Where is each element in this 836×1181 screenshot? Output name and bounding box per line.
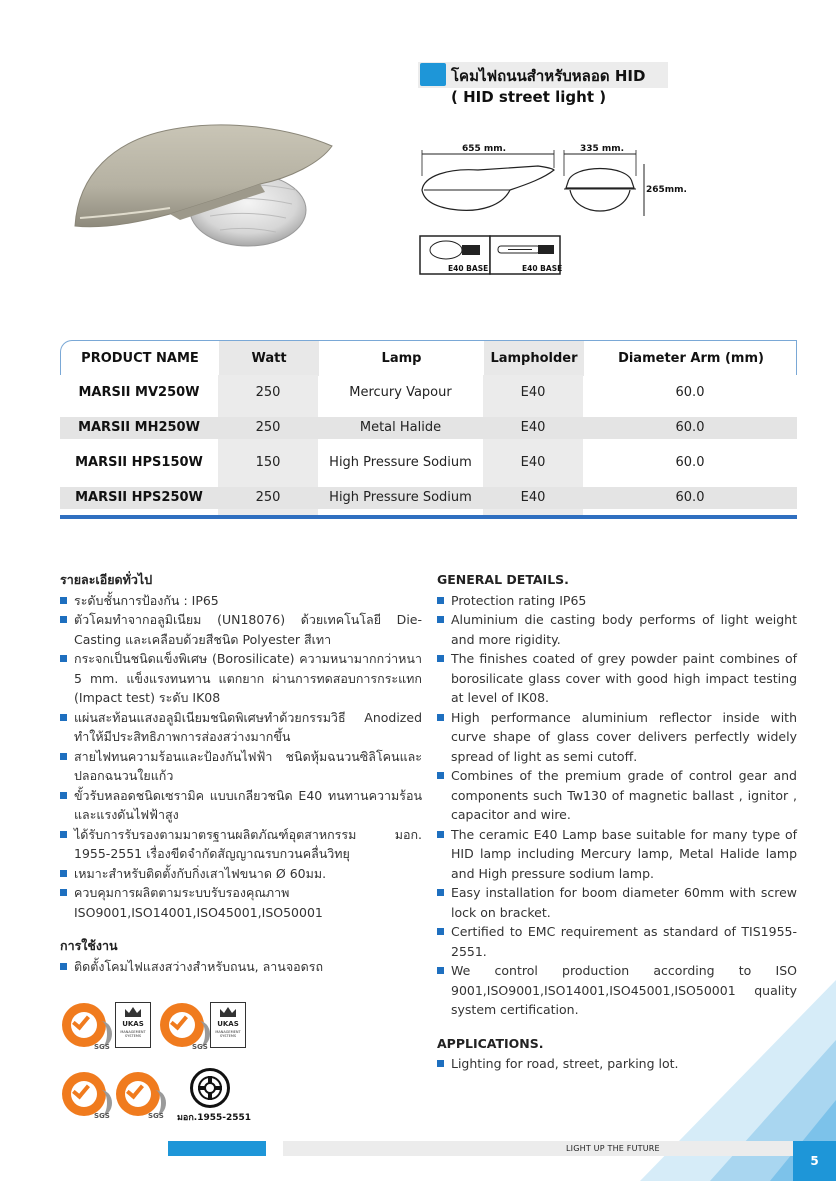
header-watt: Watt [219,341,319,376]
tis-emblem-icon [193,1071,227,1105]
cell-lampholder: E40 [520,420,546,435]
ukas-logo: UKAS MANAGEMENT SYSTEMS [210,1002,246,1048]
cell-product-name: MARSII MV250W [78,385,200,400]
table-header [60,340,797,375]
list-item: The finishes coated of grey powder paint combines of borosilicate glass cover with good high impact testing at level of IK08. [437,649,797,708]
applications-heading: APPLICATIONS. [437,1035,544,1051]
cell-lamp: High Pressure Sodium [329,455,472,470]
title-marker [420,63,446,86]
list-item: Lighting for road, street, parking lot. [437,1054,797,1074]
details-thai-list [60,591,422,923]
cell-diameter-arm: 60.0 [675,490,705,505]
dimension-outline [418,140,718,280]
list-item: เหมาะสำหรับติดตั้งกับกิ่งเสาไฟขนาด Ø 60มม. [60,864,422,884]
width-dimension: 335 mm. [580,144,625,154]
list-item: ได้รับการรับรองตามมาตรฐานผลิตภัณฑ์อุตสาหกรรม มอก. 1955-2551 เรื่องขีดจำกัดสัญญาณรบกวนคลื่นวิทยุ [60,825,422,864]
cell-product-name: MARSII HPS250W [75,490,203,505]
header-diameter-arm: Diameter Arm (mm) [618,351,764,366]
footer-bar [283,1141,836,1156]
list-item: The ceramic E40 Lamp base suitable for many type of HID lamp including Mercury lamp, Metal Halide lamp and High pressure sodium lamp. [437,825,797,884]
header-lamp: Lamp [381,351,422,366]
ukas-logo: UKAS MANAGEMENT SYSTEMS [115,1002,151,1048]
general-details-heading: GENERAL DETAILS. [437,572,569,587]
list-item: ขั้วรับหลอดชนิดเซรามิค แบบเกลียวชนิด E40 ทนทานความร้อนและแรงดันไฟฟ้าสูง [60,786,422,825]
list-item: Certified to EMC requirement as standard of TIS1955-2551. [437,922,797,961]
cell-lamp: High Pressure Sodium [329,490,472,505]
usage-thai-list [60,957,422,977]
list-item: ตัวโคมทำจากอลูมิเนียม (UN18076) ด้วยเทคโนโลยี Die-Casting และเคลือบด้วยสีชนิด Polyester สีเทา [60,610,422,649]
cell-diameter-arm: 60.0 [675,455,705,470]
details-thai-column [60,570,422,976]
page-number: 5 [793,1141,836,1181]
cell-watt: 250 [255,420,281,435]
cell-watt: 250 [255,385,281,400]
cell-lampholder: E40 [520,490,546,505]
table-bottom-rule [60,515,797,519]
list-item: Combines of the premium grade of control gear and components such Tw130 of magnetic ballast , ignitor , capacitor and wire. [437,766,797,825]
cell-watt: 250 [255,490,281,505]
spec-table [60,340,797,519]
tis-standard-logo [190,1068,230,1108]
cell-lamp: Mercury Vapour [349,385,452,400]
list-item: We control production according to ISO 9001,ISO9001,ISO14001,ISO45001,ISO50001 quality system certification. [437,961,797,1020]
base-label-right: E40 BASE [522,264,563,273]
list-item: แผ่นสะท้อนแสงอลูมิเนียมชนิดพิเศษทำด้วยกรรมวิธี Anodized ทำให้มีประสิทธิภาพการส่องสว่างมากขึ้น [60,708,422,747]
general-details-list [437,591,797,1020]
list-item: ติดตั้งโคมไฟแสงสว่างสำหรับถนน, ลานจอดรถ [60,957,422,977]
tis-standard-label: มอก.1955-2551 [177,1113,252,1123]
list-item: สายไฟทนความร้อนและป้องกันไฟฟ้า ชนิดหุ้มฉนวนซิลิโคนและปลอกฉนวนใยแก้ว [60,747,422,786]
cell-lampholder: E40 [520,455,546,470]
cell-diameter-arm: 60.0 [675,385,705,400]
cell-diameter-arm: 60.0 [675,420,705,435]
list-item: กระจกเป็นชนิดแข็งพิเศษ (Borosilicate) ความหนามากกว่าหนา 5 mm. แข็งแรงทนทาน แตกยาก ผ่านการทดสอบการกระแทก (Impact test) ระดับ IK08 [60,649,422,708]
cell-watt: 150 [255,455,281,470]
details-thai-heading: รายละเอียดทั่วไป [60,572,153,587]
list-item: Aluminium die casting body performs of light weight and more rigidity. [437,610,797,649]
product-photo [70,118,335,248]
page-title-thai: โคมไฟถนนสำหรับหลอด HID [451,67,646,85]
list-item: ระดับชั้นการป้องกัน : IP65 [60,591,422,611]
list-item: ควบคุมการผลิตตามระบบรับรองคุณภาพ ISO9001,ISO14001,ISO45001,ISO50001 [60,883,422,922]
height-dimension: 265mm. [646,185,687,195]
cell-lamp: Metal Halide [359,420,442,435]
list-item: Protection rating IP65 [437,591,797,611]
header-product-name: PRODUCT NAME [81,351,199,366]
header-lampholder: Lampholder [484,341,584,376]
cell-product-name: MARSII HPS150W [75,455,203,470]
footer-slogan: LIGHT UP THE FUTURE [566,1144,660,1153]
cell-product-name: MARSII MH250W [78,420,200,435]
length-dimension: 655 mm. [462,144,507,154]
table-row [60,445,797,480]
dimension-drawings [418,140,718,280]
table-row [60,410,797,445]
list-item: Easy installation for boom diameter 60mm with screw lock on bracket. [437,883,797,922]
page-title-english: ( HID street light ) [451,88,607,106]
base-label-left: E40 BASE [448,264,489,273]
table-row [60,375,797,410]
usage-thai-heading: การใช้งาน [60,938,118,953]
table-row [60,480,797,515]
footer-accent-bar [168,1141,266,1156]
cell-lampholder: E40 [520,385,546,400]
list-item: High performance aluminium reflector inside with curve shape of glass cover delivers perfectly widely spread of light as semi cutoff. [437,708,797,767]
